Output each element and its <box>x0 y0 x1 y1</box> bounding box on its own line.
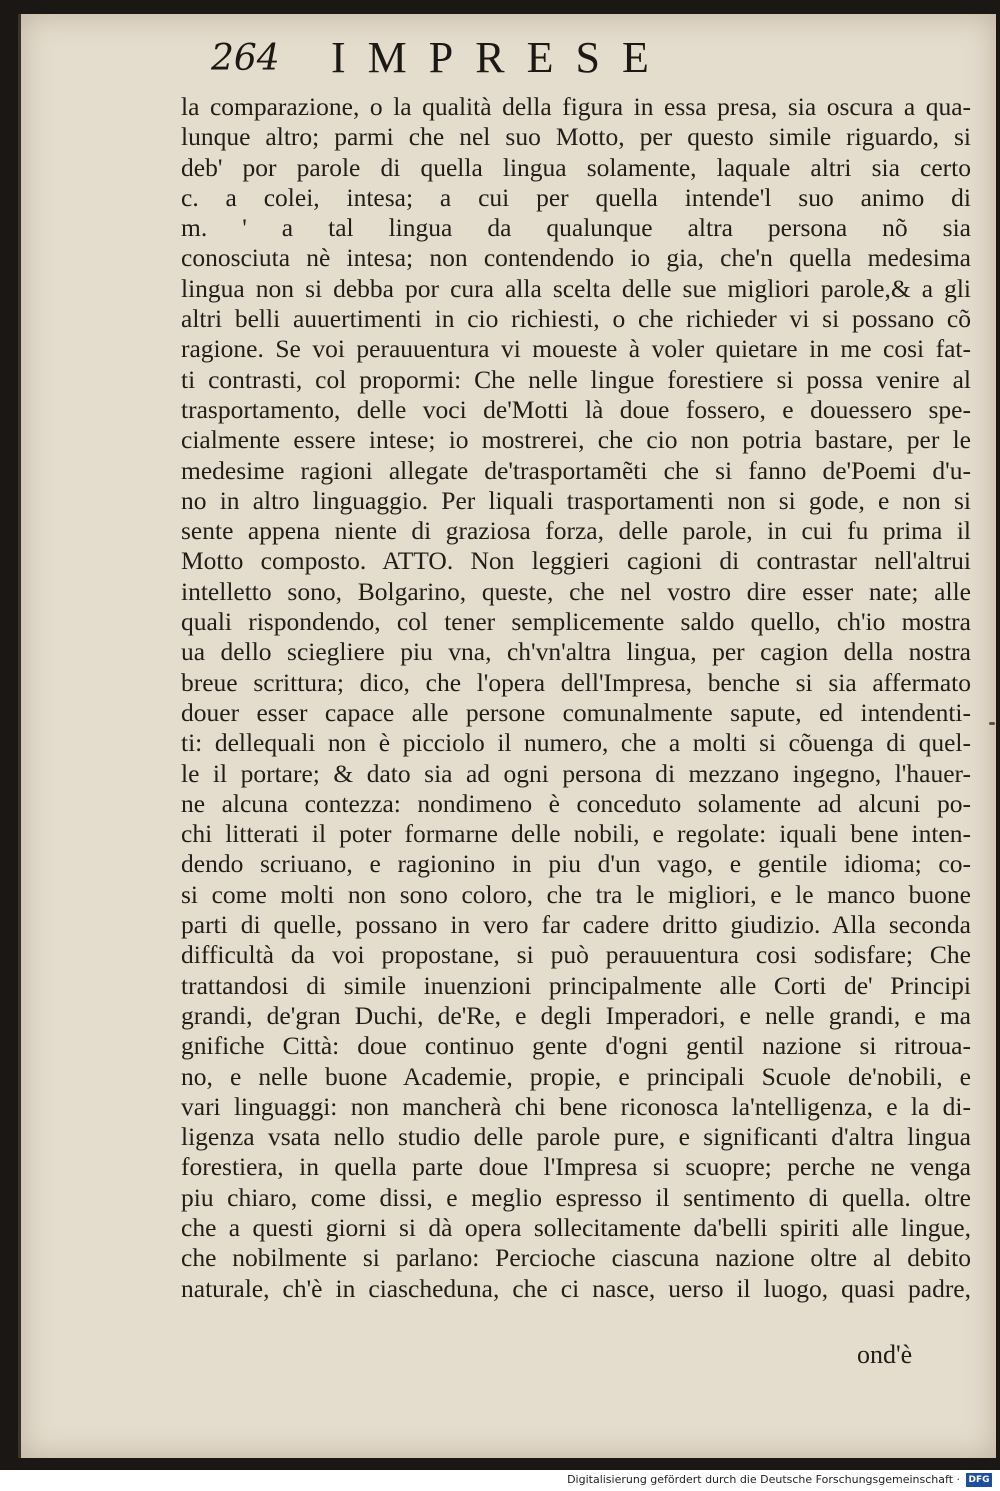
text-line: intelletto sono, Bolgarino, queste, che nel vostro dire esser nate; alle <box>181 576 971 606</box>
text-line: lingua non si debba por cura alla scelta delle sue migliori parole,& a gli <box>181 273 971 303</box>
text-line: piu chiaro, come dissi, e meglio espresso il sentimento di quella. oltre <box>181 1182 971 1212</box>
text-line: sente appena niente di graziosa forza, delle parole, in cui fu prima il <box>181 516 971 546</box>
text-line: gnifiche Città: doue continuo gente d'ogni gentil nazione si ritroua- <box>181 1031 971 1061</box>
text-line: quali rispondendo, col tener semplicemente saldo quello, ch'io mostra <box>181 607 971 637</box>
text-line: le il portare; & dato sia ad ogni persona di mezzano ingegno, l'hauer- <box>181 758 971 788</box>
text-line: douer esser capace alle persone comunalmente sapute, ed intendenti- <box>181 697 971 727</box>
text-line: grandi, de'gran Duchi, de'Re, e degli Imperadori, e nelle grandi, e ma <box>181 1000 971 1030</box>
footer-bar <box>0 1470 1000 1491</box>
text-line: cialmente essere intese; io mostrerei, che cio non potria bastare, per le <box>181 425 971 455</box>
text-line: ragione. Se voi perauuentura vi moueste à voler quietare in me cosi fat- <box>181 334 971 364</box>
text-line: lunque altro; parmi che nel suo Motto, per questo simile riguardo, si <box>181 122 971 152</box>
text-line: deb' por parole di quella lingua solamente, laquale altri sia certo <box>181 152 971 182</box>
text-line: medesime ragioni allegate de'trasportamẽti che si fanno de'Poemi d'u- <box>181 455 971 485</box>
text-line: forestiera, in quella parte doue l'Impresa si scuopre; perche ne venga <box>181 1152 971 1182</box>
text-line: parti di quelle, possano in vero far cadere dritto giudizio. Alla seconda <box>181 910 971 940</box>
text-line: no, e nelle buone Academie, propie, e principali Scuole de'nobili, e <box>181 1061 971 1091</box>
text-line: naturale, ch'è in ciascheduna, che ci nasce, uerso il luogo, quasi padre, <box>181 1273 971 1303</box>
text-line: m. ' a tal lingua da qualunque altra persona nõ sia <box>181 213 971 243</box>
margin-ink-mark <box>989 722 995 725</box>
page-header <box>211 32 981 82</box>
catchword: ond'è <box>857 1340 913 1369</box>
text-line: conosciuta nè intesa; non contendendo io gia, che'n quella medesima <box>181 243 971 273</box>
text-line: ti: dellequali non è picciolo il numero, che a molti si cõuenga di quel- <box>181 728 971 758</box>
text-line: trasportamento, delle voci de'Motti là doue fossero, e douessero spe- <box>181 394 971 424</box>
book-page <box>18 14 996 1458</box>
body-text <box>181 92 971 1304</box>
text-line: difficultà da voi propostane, si può perauuentura cosi sodisfare; Che <box>181 940 971 970</box>
dfg-logo: DFG <box>966 1473 992 1487</box>
text-line: altri belli auuertimenti in cio richiesti, o che richieder vi si possano cõ <box>181 304 971 334</box>
text-line: vari linguaggi: non mancherà chi bene riconosca la'ntelligenza, e la di- <box>181 1091 971 1121</box>
text-line: breue scrittura; dico, che l'opera dell'Impresa, benche si sia affermato <box>181 667 971 697</box>
text-line: ligenza vsata nello studio delle parole pure, e significanti d'altra lingua <box>181 1122 971 1152</box>
text-line: trattandosi di simile inuenzioni principalmente alle Corti de' Principi <box>181 970 971 1000</box>
text-line: no in altro linguaggio. Per liquali trasportamenti non si gode, e non si <box>181 485 971 515</box>
page-number: 264 <box>211 38 280 79</box>
text-line: Motto composto. ATTO. Non leggieri cagioni di contrastar nell'altrui <box>181 546 971 576</box>
text-line: che a questi giorni si dà opera sollecitamente da'belli spiriti alle lingue, <box>181 1212 971 1242</box>
text-line: ti contrasti, col propormi: Che nelle lingue forestiere si possa venire al <box>181 364 971 394</box>
text-line: che nobilmente si parlano: Percioche ciascuna nazione oltre al debito <box>181 1243 971 1273</box>
digitization-credit: Digitalisierung gefördert durch die Deutsche Forschungsgemeinschaft · <box>567 1473 960 1486</box>
text-line: ua dello sciegliere piu vna, ch'vn'altra lingua, per cagion della nostra <box>181 637 971 667</box>
text-line: la comparazione, o la qualità della figura in essa presa, sia oscura a qua- <box>181 92 971 121</box>
text-line: si come molti non sono coloro, che tra le migliori, e le manco buone <box>181 879 971 909</box>
text-line: ne alcuna contezza: nondimeno è conceduto solamente ad alcuni po- <box>181 788 971 818</box>
running-head: IMPRESE <box>331 33 671 82</box>
text-line: dendo scriuano, e ragionino in piu d'un vago, e gentile idioma; co- <box>181 849 971 879</box>
text-line: chi litterati il poter formarne delle nobili, e regolate: iquali bene inten- <box>181 819 971 849</box>
text-line: c. a colei, intesa; a cui per quella intende'l suo animo di <box>181 182 971 212</box>
